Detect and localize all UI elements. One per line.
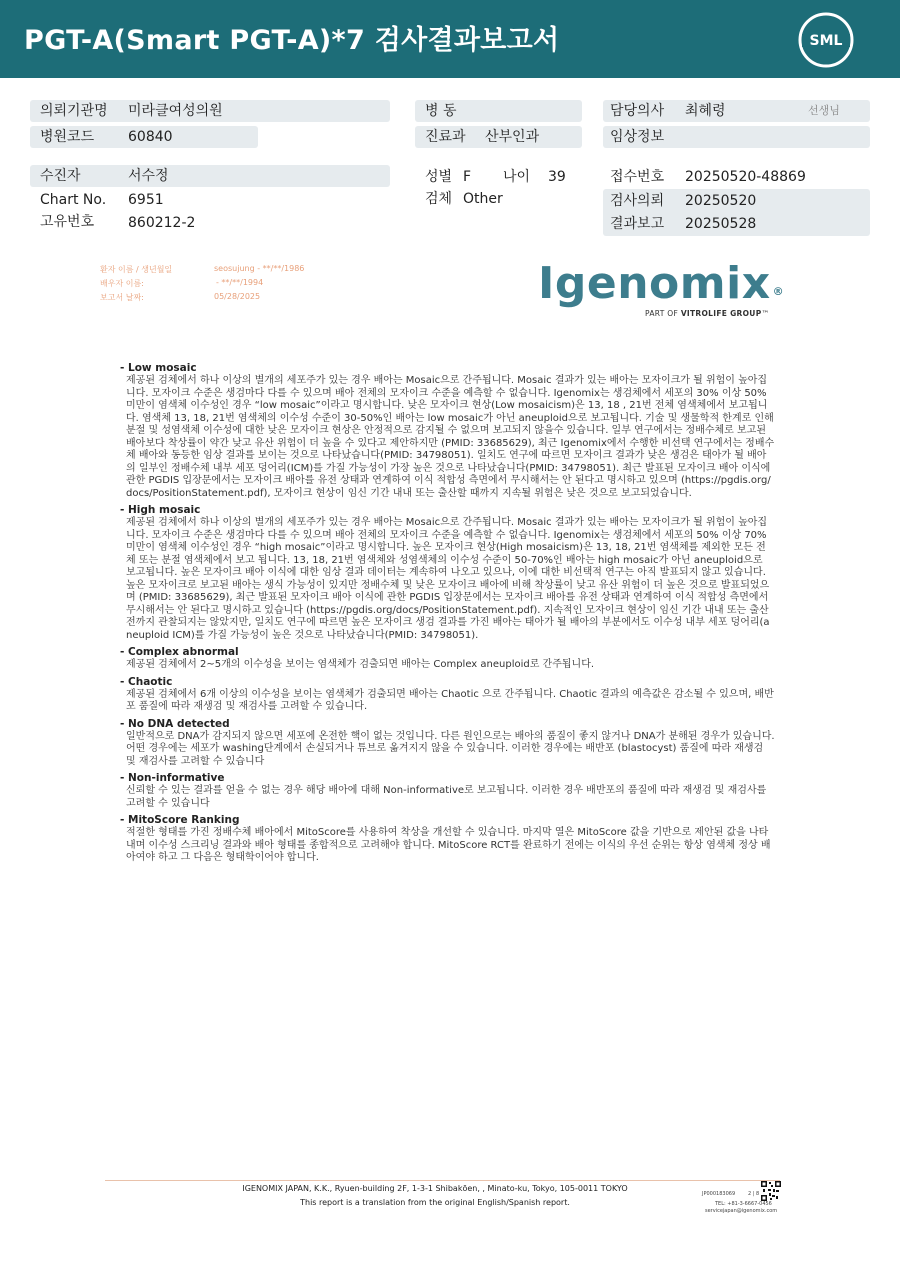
- ward-label: 병 동: [425, 103, 457, 119]
- footer-translation-note: This report is a translation from the original English/Spanish report.: [300, 1198, 570, 1207]
- igenomix-tagline: PART OF VITROLIFE GROUP™: [645, 309, 770, 318]
- footer-address: IGENOMIX JAPAN, K.K., Ryuen-building 2F, 1-3-1 Shibakōen, , Minato-ku, Tokyo, 105-0011 TOKYO: [242, 1184, 628, 1193]
- section-no-dna-detected: [120, 717, 775, 769]
- igenomix-name: Igenomix: [538, 258, 771, 309]
- institution-label: 의뢰기관명: [40, 103, 108, 119]
- patient-label: 수진자: [40, 168, 81, 184]
- receipt-no-value: 20250520-48869: [685, 169, 806, 185]
- receipt-no-label: 접수번호: [610, 169, 665, 185]
- registered-mark-icon: ®: [772, 285, 785, 298]
- sex-value: F: [463, 169, 472, 185]
- chart-no-value: 6951: [128, 192, 164, 208]
- unique-no-value: 860212-2: [128, 215, 196, 231]
- spouse-label: 배우자 이름:: [100, 279, 144, 288]
- section-mitoscore-ranking: [120, 813, 775, 865]
- specimen-value: Other: [463, 191, 503, 207]
- section-body: 제공된 검체에서 6개 이상의 이수성을 보이는 염색체가 검출되면 배아는 Chaotic 으로 간주됩니다. Chaotic 결과의 예측값은 감소될 수 있으며, 배반포 품질에 따라 재생검 및 재검사를 고려할 수 있습니다.: [126, 688, 774, 712]
- dept-label: 진료과: [425, 129, 466, 145]
- report-title: PGT-A(Smart PGT-A)*7 검사결과보고서: [24, 25, 560, 56]
- qr-code-icon: [761, 1181, 781, 1201]
- footer-page-number: 2 | 8: [748, 1191, 760, 1197]
- age-value: 39: [548, 169, 566, 185]
- chart-no-label: Chart No.: [40, 192, 107, 208]
- spouse-value: - **/**/1994: [216, 278, 264, 287]
- sml-logo: [798, 12, 854, 68]
- institution-value: 미라클여성의원: [128, 103, 223, 119]
- footer-divider: [105, 1180, 780, 1181]
- section-body: 적절한 형태를 가진 정배수체 배아에서 MitoScore를 사용하여 착상을 개선할 수 있습니다. 마지막 열은 MitoScore 값을 기반으로 제안된 값을 나타내며 이수성 스크리닝 결과와 배아 형태를 종합적으로 고려해야 합니다. MitoScore RCT를 완료하기 전에는 이식의 우선 순위는 항상 염색체 정상 배아여야 하고 그 다음은 형태학이어야 합니다.: [126, 827, 771, 863]
- report-date-value: 20250528: [685, 216, 757, 232]
- specimen-label: 검체: [425, 191, 453, 207]
- footer-email: servicejapan@igenomix.com: [705, 1208, 778, 1214]
- sex-label: 성별: [425, 169, 453, 185]
- report-date-note-value: 05/28/2025: [214, 292, 261, 301]
- igenomix-logo: [538, 258, 785, 318]
- section-title: - MitoScore Ranking: [120, 814, 240, 826]
- section-title: - No DNA detected: [120, 717, 230, 730]
- patient-name-label: 환자 이름 / 생년월일: [100, 265, 173, 274]
- section-title: - Low mosaic: [120, 362, 197, 374]
- unique-no-label: 고유번호: [40, 214, 95, 230]
- section-title: - Non-informative: [120, 772, 225, 784]
- patient-name-value: seosujung - **/**/1986: [214, 264, 305, 273]
- patient-value: 서수정: [128, 168, 169, 184]
- dept-value: 산부인과: [485, 129, 540, 145]
- clinical-label: 임상정보: [610, 129, 665, 145]
- result-definitions: [120, 361, 775, 868]
- section-body: 일반적으로 DNA가 감지되지 않으면 세포에 온전한 핵이 없는 것입니다. 다른 원인으로는 배아의 품질이 좋지 않거나 DNA가 분해된 경우가 있습니다. 어떤 경우에는 세포가 washing단계에서 손실되거나 튜브로 옮겨지지 않을 수 있습니다. 이러한 경우에는 배반포 (blastocyst) 품질에 따라 재생검 및 재검사를 고려할 수 있습니다: [126, 730, 775, 767]
- section-body: 제공된 검체에서 하나 이상의 별개의 세포주가 있는 경우 배아는 Mosaic으로 간주됩니다. Mosaic 결과가 있는 배아는 모자이크가 될 위험이 높아집니다. 모자이크 수준은 생검마다 다를 수 있으며 배아 전체의 모자이크 수준을 예측할 수 없습니다. Igenomix는 생검체에서 세포의 30% 이상 50% 미만이 염색체 이수성인 경우 “low mosaic”이라고 명시합니다. 낮은 모자이크 현상(Low mosaicism)은 13, 18 , 21번 전체 염색체에서 보고됩니다. 염색체 13, 18, 21번 염색체의 이수성 수준이 30-50%인 배아는 low mosaic가 아닌 aneuploid으로 보고됩니다. 기술 및 생물학적 한계로 인해 분절 및 성염색체 이수성에 대한 낮은 모자이크 현상은 안정적으로 감지될 수 없으며 보고되지 않을수 있습니다. 일부 연구에서는 정배수체로 보고된 배아보다 착상률이 약간 낮고 유산 위험이 더 높을 수 있다고 제안하지만 (PMID: 33685629), 최근 Igenomix에서 수행한 비선택 연구에서는 정배수체 배아와 동등한 임상 결과를 보이는 것으로 나타났습니다(PMID: 34798051). 일치도 연구에 따르면 모자이크 결과가 낮은 생검은 태아가 될 배아의 일부인 정배수체 내부 세포 덩어리(ICM)를 가질 가능성이 가장 높은 것으로 나타났습니다(PMID: 34798051). 최근 발표된 모자이크 배아 이식에 관한 PGDIS 입장문에서는 모자이크 배아를 유전 상태과 연계하여 이식 적합성 측면에서 무시해서는 안 된다고 명시하고 있으며 (https://pgdis.org/docs/PositionStatement.pdf), 모자이크 현상이 임신 기간 내내 또는 출산할 때까지 지속될 위험은 낮은 것으로 보고되었습니다.: [126, 375, 775, 499]
- report-date-label: 결과보고: [610, 216, 665, 232]
- footer-doc-code: JP000183069: [702, 1191, 736, 1197]
- igenomix-wordmark: [538, 258, 785, 309]
- section-chaotic: [120, 675, 775, 714]
- section-high-mosaic: [120, 503, 775, 642]
- section-body: 제공된 검체에서 2~5개의 이수성을 보이는 염색체가 검출되면 배아는 Complex aneuploid로 간주됩니다.: [126, 659, 595, 670]
- sml-logo-text: SML: [809, 33, 843, 49]
- doctor-value: 최혜령: [685, 103, 726, 119]
- patient-row-bg: [30, 165, 390, 187]
- age-label: 나이: [503, 169, 531, 185]
- report-header: [0, 0, 900, 78]
- doctor-label: 담당의사: [610, 103, 665, 119]
- report-date-note-label: 보고서 날짜:: [100, 293, 144, 302]
- hospital-code-value: 60840: [128, 129, 173, 145]
- request-date-label: 검사의뢰: [610, 193, 665, 209]
- hospital-code-label: 병원코드: [40, 129, 95, 145]
- section-non-informative: [120, 771, 775, 810]
- section-body: 신뢰할 수 있는 결과를 얻을 수 없는 경우 해당 배아에 대해 Non-informative로 보고됩니다. 이러한 경우 배반포의 품질에 따라 재생검 및 재검사를 고려할 수 있습니다: [126, 785, 767, 809]
- section-title: - Chaotic: [120, 675, 173, 688]
- doctor-suffix: 선생님: [808, 104, 840, 117]
- section-complex-abnormal: [120, 645, 775, 672]
- request-date-value: 20250520: [685, 193, 757, 209]
- footer-tel: TEL: +81-3-6667-0456: [715, 1201, 772, 1207]
- section-title: - Complex abnormal: [120, 646, 239, 658]
- section-body: 제공된 검체에서 하나 이상의 별개의 세포주가 있는 경우 배아는 Mosaic으로 간주됩니다. Mosaic 결과가 있는 배아는 모자이크가 될 위험이 높아집니다. 모자이크 수준은 생검마다 다를 수 있으며 배아 전체의 모자이크 수준을 예측할 수 없습니다. Igenomix는 생검체에서 세포의 50% 이상 70% 미만이 염색체 이수성인 경우 “high mosaic”이라고 명시합니다. 높은 모자이크 현상(High mosaicism)은 13, 18, 21번 염색체를 제외한 모든 전체 또는 분절 염색체에서 보고 됩니다. 13, 18, 21번 염색체와 성염색체의 이수성 수준이 50-70%인 배아는 high mosaic가 아닌 aneuploid으로 보고됩니다. 높은 모자이크 배아 이식에 대한 임상 결과 데이터는 계속하여 나오고 있으나, 이에 대한 비선택적 연구는 아직 발표되지 않고 있습니다. 높은 모자이크로 보고된 배아는 생식 가능성이 있지만 정배수체 및 낮은 모자이크 배아에 비해 착상률이 낮고 유산 위험이 더 높은 것으로 발표되었으며 (PMID: 33685629), 최근 발표된 모자이크 배아 이식에 관한 PGDIS 입장문에서는 모자이크 배아를 유전 상태과 연계하여 이식 적합성 측면에서 무시해서는 안 된다고 명시하고 있습니다 (https://pgdis.org/docs/PositionStatement.pdf). 지속적인 모자이크 현상이 임신 기간 내내 또는 출산전까지 관찰되지는 않았지만, 일치도 연구에 따르면 높은 모자이크 생검 결과를 가진 배아는 태아가 될 배아의 부분에서도 이수성 내부 세포 덩어리(aneuploid ICM)를 가질 가능성이 높은 것으로 나타났습니다(PMID: 34798051).: [126, 517, 770, 641]
- section-title: - High mosaic: [120, 504, 201, 516]
- section-low-mosaic: [120, 361, 775, 500]
